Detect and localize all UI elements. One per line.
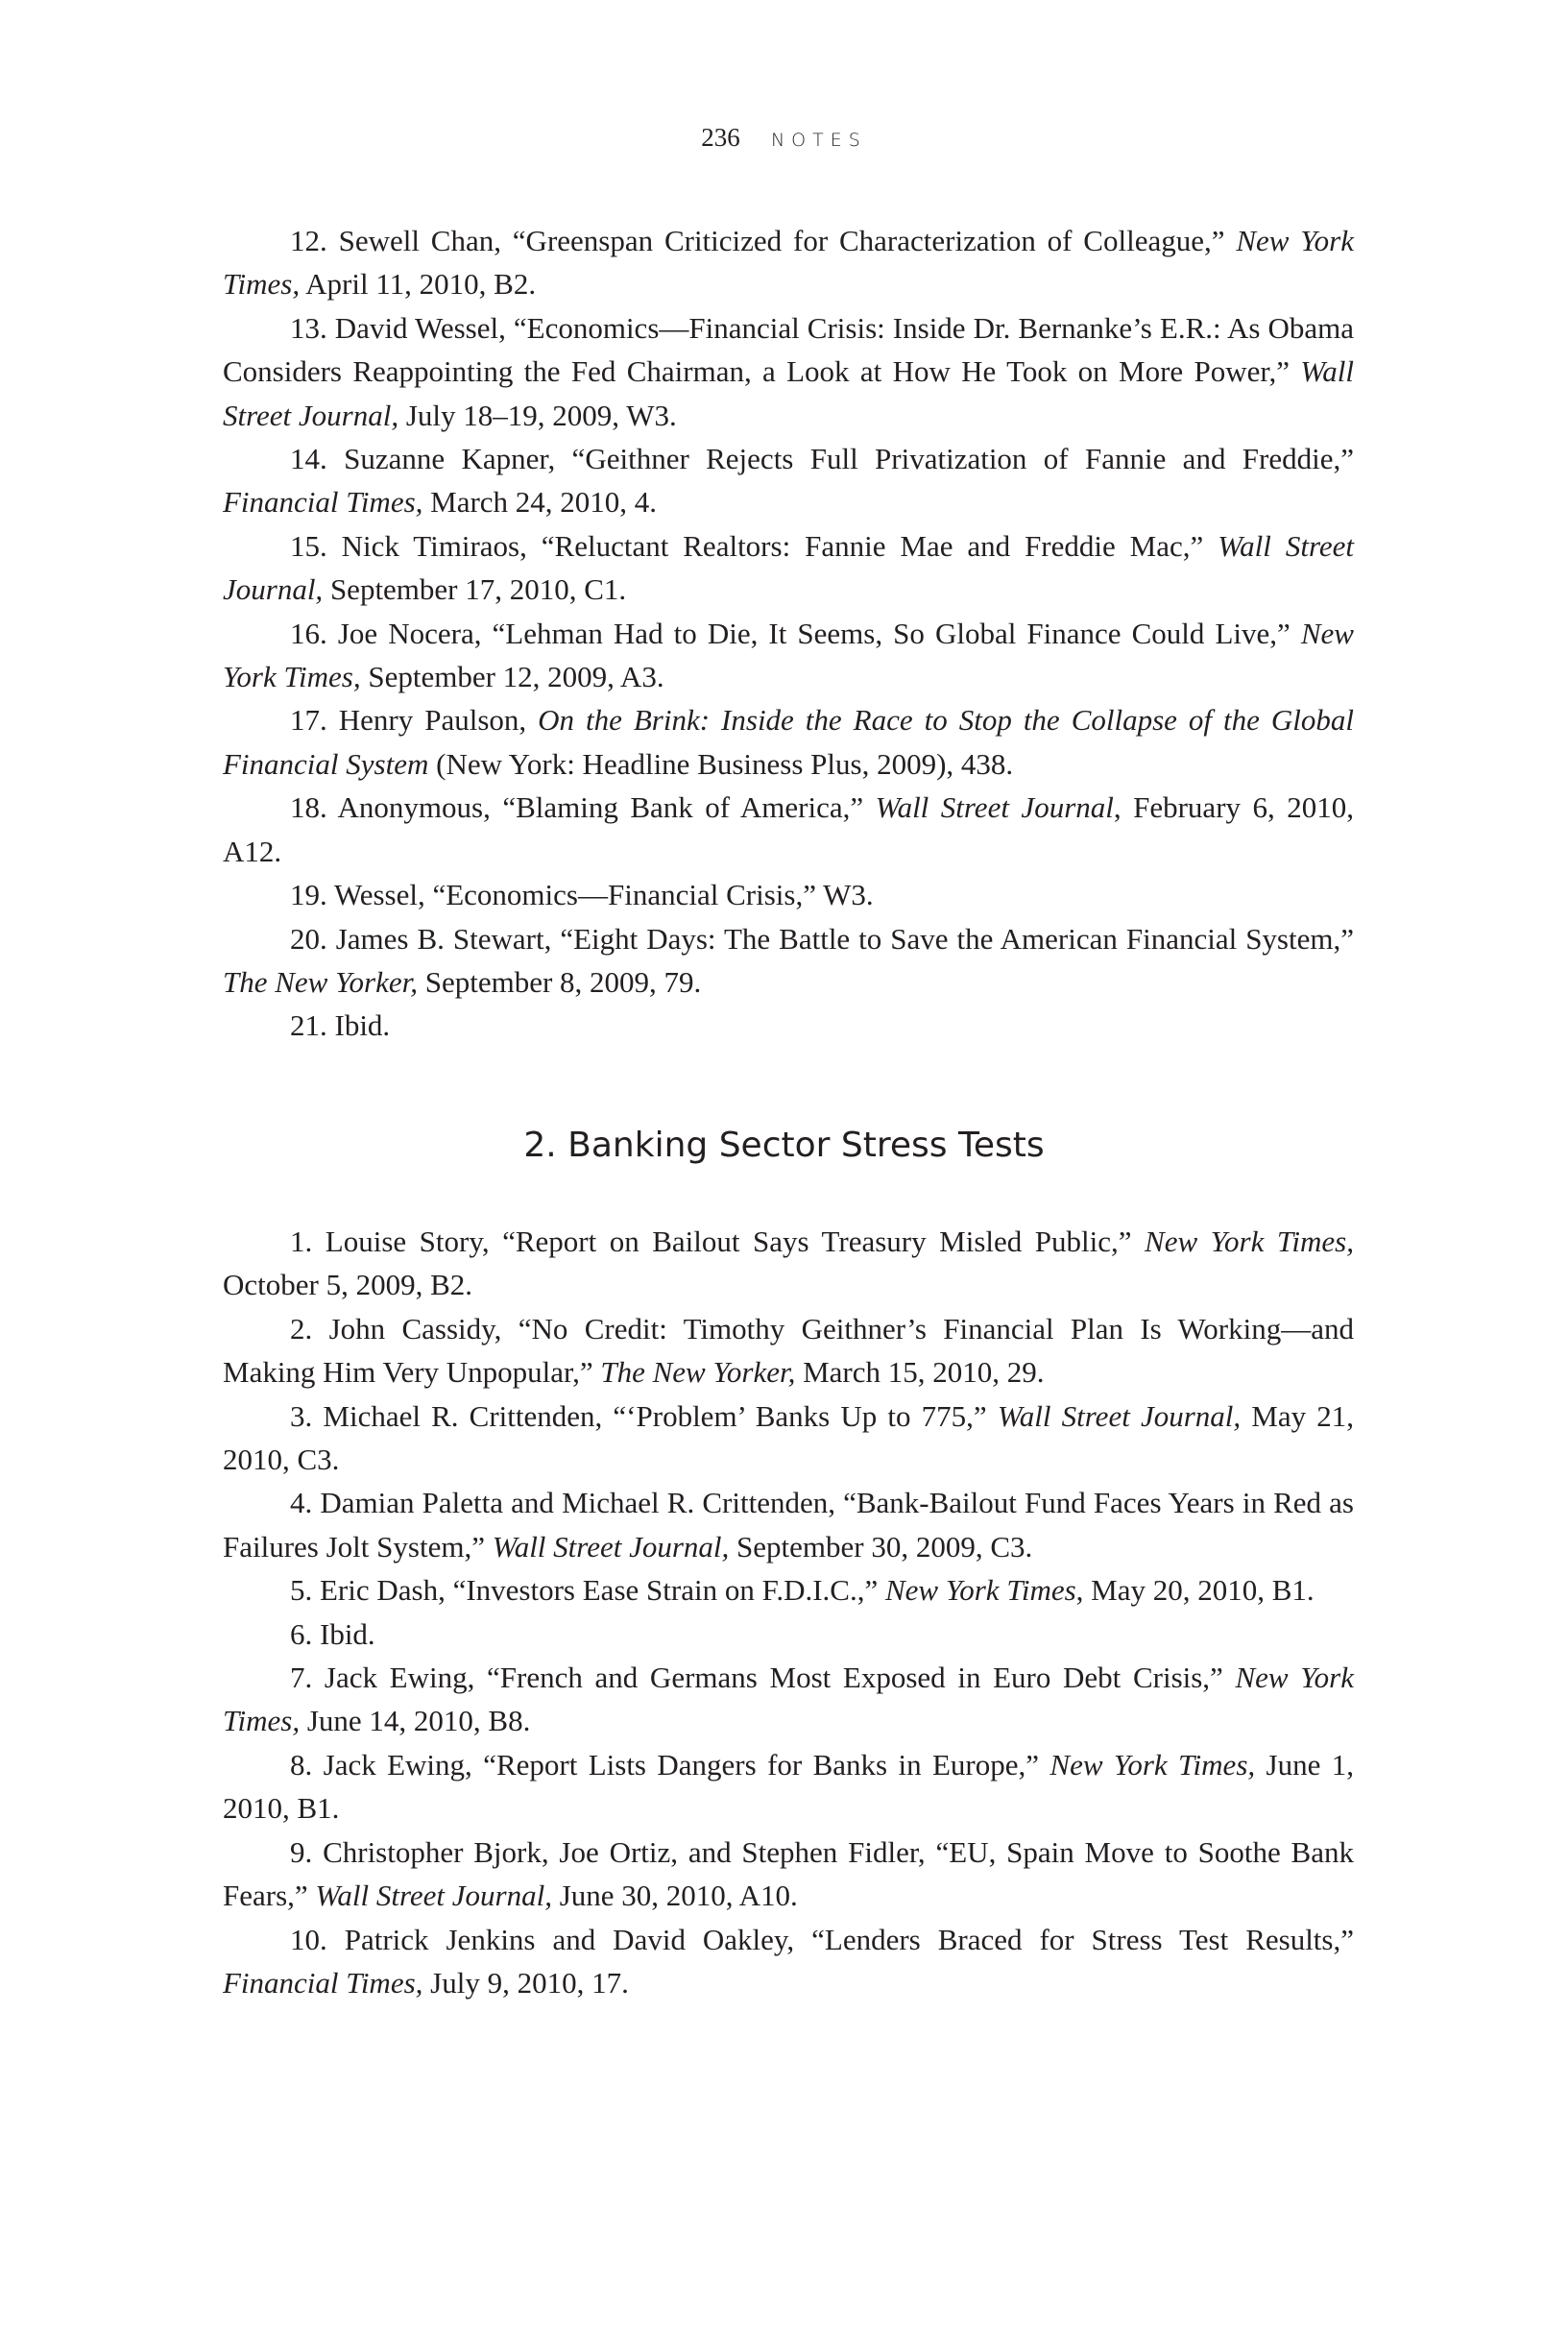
note-entry	[223, 1918, 1354, 2005]
note-text: Jack Ewing, “Report Lists Dangers for Banks in Europe,”	[312, 1747, 1050, 1782]
note-source-title: New York Times,	[1145, 1224, 1354, 1258]
note-number: 19.	[290, 878, 327, 912]
note-text: , May 20, 2010, B1.	[1075, 1573, 1315, 1608]
note-text: John Cassidy, “No Credit: Timothy Geithner’s Financial Plan Is Working—and Making Him Very Unpopular,”	[223, 1311, 1354, 1390]
note-text: , February 6, 2010, A12.	[223, 790, 1354, 868]
note-number: 2.	[290, 1311, 313, 1346]
running-head	[0, 123, 1568, 153]
note-number: 12.	[290, 224, 327, 257]
note-entry	[223, 1004, 1354, 1047]
note-number: 9.	[290, 1834, 313, 1869]
note-source-title: New York Times,	[223, 1661, 1354, 1738]
note-entry	[223, 873, 1354, 916]
note-number: 5.	[290, 1573, 313, 1608]
note-entry	[223, 1481, 1354, 1568]
note-text: July 9, 2010, 17.	[422, 1965, 629, 2000]
note-text: Louise Story, “Report on Bailout Says Treasury Misled Public,”	[312, 1224, 1146, 1258]
note-entry	[223, 1831, 1354, 1918]
note-number: 20.	[290, 921, 327, 956]
note-text: Nick Timiraos, “Reluctant Realtors: Fannie Mae and Freddie Mac,”	[326, 528, 1218, 563]
note-number: 18.	[290, 790, 327, 825]
note-source-title: Financial Times,	[223, 1965, 423, 2000]
note-text: Suzanne Kapner, “Geithner Rejects Full Privatization of Fannie and Freddie,”	[326, 442, 1354, 476]
note-text: Ibid.	[312, 1616, 375, 1651]
note-entry	[223, 1612, 1354, 1656]
note-text: Anonymous, “Blaming Bank of America,”	[326, 790, 876, 825]
note-text: Joe Nocera, “Lehman Had to Die, It Seems, So Global Finance Could Live,”	[326, 616, 1301, 650]
note-number: 8.	[290, 1747, 313, 1782]
note-text: May 21, 2010, C3.	[223, 1398, 1355, 1477]
note-text: March 15, 2010, 29.	[795, 1355, 1045, 1390]
note-text: September 30, 2009, C3.	[729, 1529, 1033, 1564]
note-entry	[223, 917, 1354, 1005]
note-source-title: New York Times,	[223, 224, 1354, 302]
section-label: NOTES	[770, 130, 867, 151]
note-entry	[223, 1568, 1354, 1612]
note-source-title: Wall Street Journal,	[315, 1879, 552, 1913]
note-source-title: Wall Street Journal,	[492, 1529, 730, 1564]
note-text: (New York: Headline Business Plus, 2009), 438.	[428, 746, 1014, 781]
note-number: 13.	[290, 310, 327, 345]
note-text: September 17, 2010, C1.	[323, 572, 627, 607]
note-source-title: The New Yorker,	[223, 964, 418, 999]
note-number: 10.	[290, 1922, 327, 1956]
note-number: 16.	[290, 616, 327, 650]
note-source-title: Wall Street Journal,	[223, 354, 1354, 432]
note-text: Patrick Jenkins and David Oakley, “Lenders Braced for Stress Test Results,”	[326, 1922, 1354, 1956]
note-entry	[223, 612, 1354, 699]
note-entry	[223, 1394, 1354, 1482]
chapter-heading: 2. Banking Sector Stress Tests	[523, 1126, 1045, 1165]
page-number: 236	[701, 123, 740, 152]
note-entry	[223, 1656, 1354, 1743]
note-entry	[223, 1307, 1354, 1394]
note-source-title: New York Times,	[1049, 1747, 1256, 1782]
note-source-title: Wall Street Journal,	[997, 1398, 1242, 1433]
note-text: Wessel, “Economics—Financial Crisis,” W3.	[326, 878, 874, 912]
note-source-title: New York Times	[884, 1573, 1076, 1608]
note-source-title: New York Times,	[223, 616, 1354, 694]
note-text: Damian Paletta and Michael R. Crittenden, “Bank-Bailout Fund Faces Years in Red as Failures Jolt System,”	[223, 1486, 1354, 1564]
note-number: 17.	[290, 703, 327, 738]
note-source-title: On the Brink: Inside the Race to Stop the Collapse of the Global Financial System	[223, 703, 1354, 781]
note-entry	[223, 1220, 1354, 1307]
note-entry	[223, 437, 1354, 524]
note-text: July 18–19, 2009, W3.	[398, 398, 677, 432]
notes-list-section-2	[223, 1220, 1354, 2004]
note-text: March 24, 2010, 4.	[422, 485, 658, 520]
note-source-title: Financial Times,	[223, 485, 423, 520]
note-number: 7.	[290, 1661, 313, 1695]
note-text: Michael R. Crittenden, “‘Problem’ Banks Up to 775,”	[312, 1398, 998, 1433]
note-text: Eric Dash, “Investors Ease Strain on F.D.I.C.,”	[312, 1573, 885, 1608]
note-text: James B. Stewart, “Eight Days: The Battle to Save the American Financial System,”	[326, 921, 1354, 956]
note-number: 21.	[290, 1008, 327, 1043]
note-number: 1.	[290, 1224, 313, 1258]
note-number: 4.	[290, 1486, 313, 1520]
note-text: September 8, 2009, 79.	[417, 964, 702, 999]
note-source-title: The New Yorker,	[600, 1355, 796, 1390]
note-source-title: Wall Street Journal	[875, 790, 1114, 825]
note-entry	[223, 1743, 1354, 1831]
note-text: June 1, 2010, B1.	[223, 1747, 1354, 1826]
note-entry	[223, 306, 1354, 437]
note-text: Ibid.	[326, 1008, 391, 1043]
note-text: Jack Ewing, “French and Germans Most Exposed in Euro Debt Crisis,”	[312, 1661, 1236, 1695]
note-number: 6.	[290, 1616, 313, 1651]
notes-list-section-1	[223, 219, 1354, 1048]
note-text: Sewell Chan, “Greenspan Criticized for Characterization of Colleague,”	[326, 224, 1237, 257]
note-number: 15.	[290, 528, 327, 563]
note-entry	[223, 698, 1354, 786]
note-source-title: Wall Street Journal,	[223, 528, 1354, 607]
note-entry	[223, 219, 1354, 306]
note-number: 14.	[290, 442, 327, 476]
note-text: June 30, 2010, A10.	[551, 1879, 798, 1913]
note-entry	[223, 524, 1354, 612]
note-text: April 11, 2010, B2.	[300, 267, 537, 302]
note-number: 3.	[290, 1398, 313, 1433]
note-text: Christopher Bjork, Joe Ortiz, and Stephen Fidler, “EU, Spain Move to Soothe Bank Fears,”	[223, 1834, 1354, 1913]
note-text: September 12, 2009, A3.	[360, 660, 664, 694]
note-text: June 14, 2010, B8.	[300, 1704, 531, 1738]
note-text: David Wessel, “Economics—Financial Crisis: Inside Dr. Bernanke’s E.R.: As Obama Considers Reappointing the Fed Chairman, a Look at How He Took on More Power,”	[223, 310, 1354, 389]
note-text: Henry Paulson,	[326, 703, 539, 738]
note-entry	[223, 786, 1354, 873]
note-text: October 5, 2009, B2.	[223, 1268, 473, 1302]
